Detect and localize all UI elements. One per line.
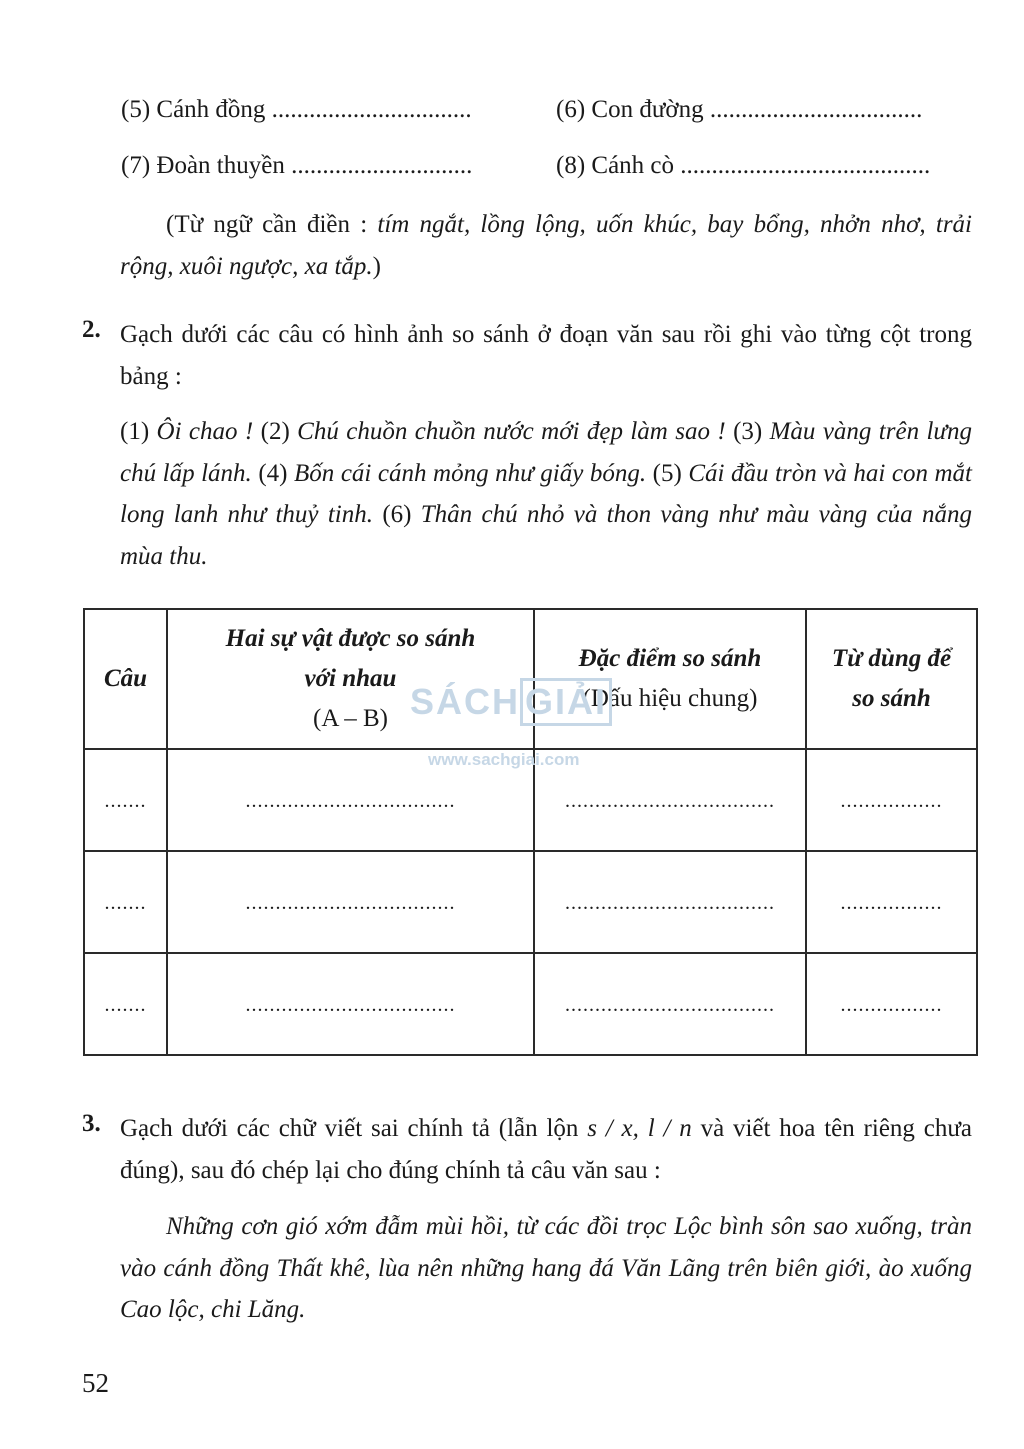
table-cell[interactable]: .................	[806, 953, 977, 1055]
sentence-number: (2)	[260, 418, 298, 445]
exercise-2-number: 2.	[82, 316, 101, 343]
fill-item-5: (5) Cánh đồng ................................	[121, 96, 472, 123]
table-cell[interactable]: ...................................	[534, 953, 806, 1055]
watermark-url: www.sachgiai.com	[428, 750, 580, 769]
sentence-number: (1)	[120, 418, 157, 445]
fill-item-6: (6) Con đường ..................................	[556, 96, 923, 123]
sentence-text: Cái đầu tròn và hai con mắt long lanh như thuỷ tinh.	[120, 459, 972, 528]
table-row	[84, 851, 977, 953]
sentence-number: (4)	[258, 459, 295, 487]
table-cell[interactable]: .................	[806, 851, 977, 953]
sentence-text: Chú chuồn chuồn nước mới đẹp làm sao !	[297, 418, 734, 445]
header-comparison-word: Từ dùng để so sánh	[806, 609, 977, 749]
table-cell[interactable]: ...................................	[534, 851, 806, 953]
sentence-text: Thân chú nhỏ và thon vàng như màu vàng của nắng mùa thu.	[120, 501, 972, 570]
sentence-number: (5)	[652, 459, 689, 487]
page-number: 52	[82, 1368, 109, 1398]
table-cell[interactable]: ...................................	[167, 953, 534, 1055]
header-feature: Đặc điểm so sánh (Dấu hiệu chung)	[534, 609, 806, 749]
table-cell[interactable]: .................	[806, 749, 977, 851]
exercise-3-prompt: Gạch dưới các chữ viết sai chính tả (lẫn lộn s / x, l / n và viết hoa tên riêng chưa đúng), sau đó chép lại cho đúng chính tả câu văn sau :	[120, 1115, 973, 1184]
watermark-logo: SÁCH GIẢI	[410, 678, 612, 726]
comparison-table	[83, 608, 978, 1056]
sentence-number: (3)	[733, 418, 770, 445]
sentence-number: (6)	[382, 501, 421, 528]
word-hint: (Từ ngữ cần điền : tím ngắt, lồng lộng, uốn khúc, bay bổng, nhởn nhơ, trải rộng, xuôi ngược, xa tắp.)	[120, 211, 972, 280]
table-cell[interactable]: ...................................	[534, 749, 806, 851]
table-cell[interactable]: .......	[84, 749, 167, 851]
sentence-text: Ôi chao !	[156, 418, 261, 445]
table-cell[interactable]: .......	[84, 953, 167, 1055]
exercise-2-prompt: Gạch dưới các câu có hình ảnh so sánh ở đoạn văn sau rồi ghi vào từng cột trong bảng :	[120, 321, 973, 390]
fill-item-7: (7) Đoàn thuyền .............................	[121, 152, 473, 179]
table-cell[interactable]: ...................................	[167, 749, 534, 851]
sentence-text: Bốn cái cánh mỏng như giấy bóng.	[294, 459, 653, 487]
table-row	[84, 953, 977, 1055]
table-cell[interactable]: ...................................	[167, 851, 534, 953]
exercise-2-passage	[120, 411, 972, 577]
sentence-text: Màu vàng trên lưng chú lấp lánh.	[120, 418, 973, 487]
table-cell[interactable]: .......	[84, 851, 167, 953]
fill-item-8: (8) Cánh cò ........................................	[556, 152, 931, 179]
exercise-3-passage: Những cơn gió xớm đẫm mùi hồi, từ các đồi trọc Lộc bình sôn sao xuống, tràn vào cánh đồng Thất khê, lùa nên những hang đá Văn Lãng trên biên giới, ào xuống Cao lộc, chi Lăng.	[120, 1213, 972, 1323]
header-two-things: Hai sự vật được so sánh với nhau (A – B)	[167, 609, 534, 749]
header-cau: Câu	[84, 609, 167, 749]
exercise-3-number: 3.	[82, 1110, 101, 1137]
